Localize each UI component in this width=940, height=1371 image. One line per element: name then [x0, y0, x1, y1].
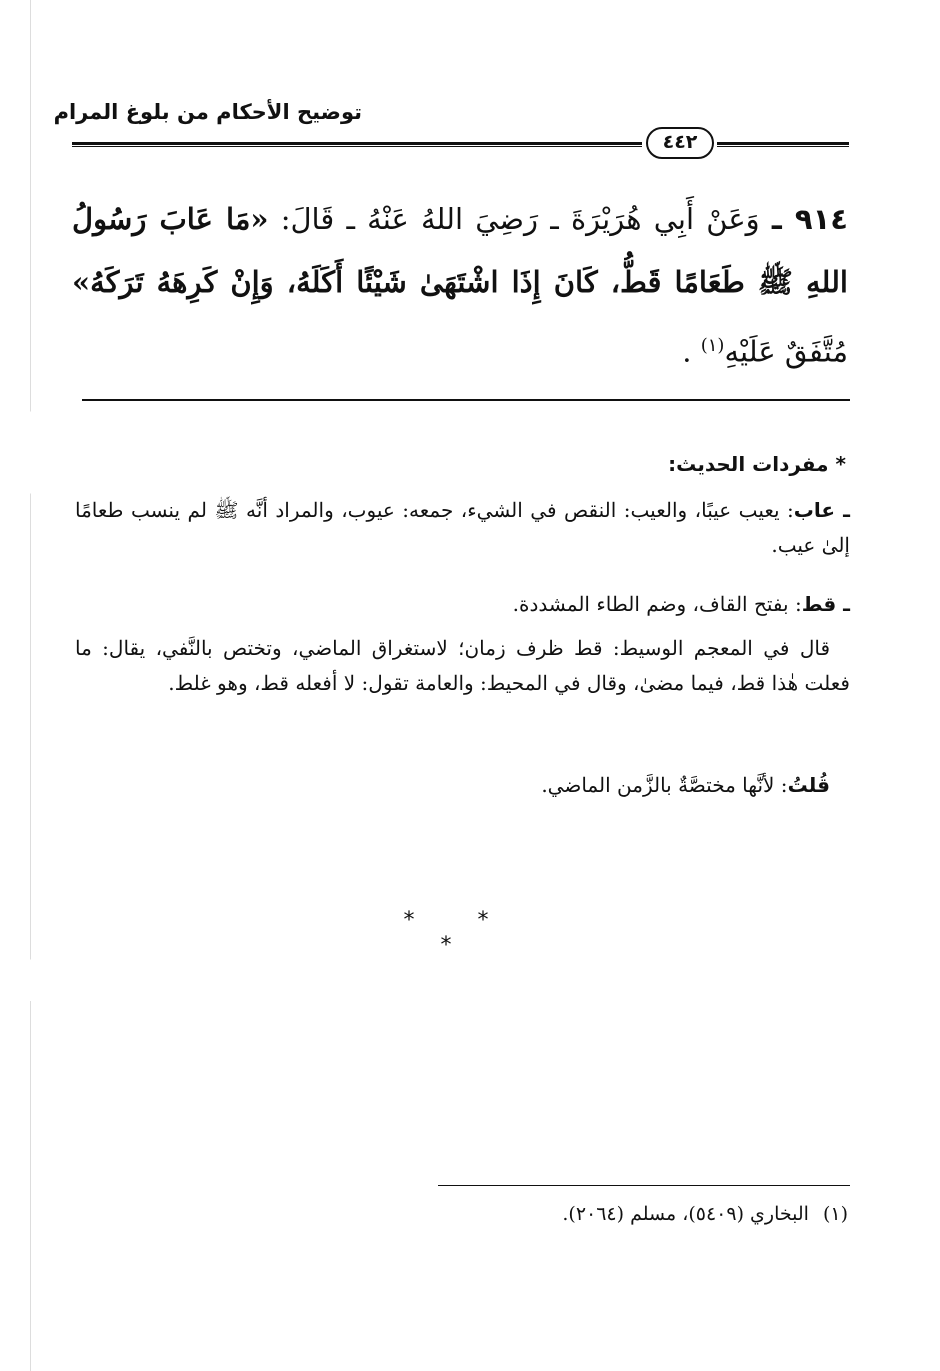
footnote-reference: (١): [700, 335, 725, 356]
hadith-grading: مُتَّفَقٌ عَلَيْهِ: [724, 334, 848, 369]
vocabulary-entry-aab: [75, 493, 850, 563]
hadith-quote: «مَا عَابَ رَسُولُ اللهِ ﷺ طَعَامًا قَطُّ، كَانَ إِذَا اشْتَهَىٰ شَيْئًا أَكَلَهُ، وَإِنْ كَرِهَهُ تَرَكَهُ»: [72, 202, 848, 299]
header-rule-right: [717, 142, 849, 147]
entry-term: ـ قط: [801, 592, 850, 616]
hadith-narrator: وَعَنْ أَبِي هُرَيْرَةَ ـ رَضِيَ اللهُ عَنْهُ ـ قَالَ:: [268, 202, 772, 236]
entry-definition: : بفتح القاف، وضم الطاء المشددة.: [512, 592, 802, 616]
remark-term: قُلتُ: [787, 773, 830, 797]
hadith-end: .: [682, 334, 701, 369]
page-number-badge: ٤٤٢: [646, 127, 714, 159]
scan-edge-line: [30, 0, 31, 1371]
section-separator-stars: * * *: [403, 908, 517, 958]
hadith-text: [72, 188, 848, 384]
paragraph-text: قال في المعجم الوسيط: قط ظرف زمان؛ لاستغراق الماضي، وتختص بالنَّفي، يقال: ما فعلت هٰذا قط، فيما مضىٰ، وقال في المحيط: والعامة تقول: لا أفعله قط، وهو غلط.: [75, 636, 850, 695]
section-divider: [82, 399, 850, 401]
hadith-number: ٩١٤ ـ: [771, 202, 848, 236]
running-title: توضيح الأحكام من بلوغ المرام: [53, 100, 362, 124]
vocabulary-heading: * مفردات الحديث:: [668, 452, 846, 476]
remark-text: : لأنَّها مختصَّةٌ بالزَّمن الماضي.: [541, 773, 788, 797]
footnote-rule: [438, 1185, 850, 1186]
footnote-marker: (١): [822, 1203, 848, 1225]
footnote-text: البخاري (٥٤٠٩)، مسلم (٢٠٦٤).: [562, 1203, 809, 1225]
explanation-paragraph: [75, 631, 850, 701]
entry-term: ـ عاب: [793, 498, 850, 522]
entry-definition: : يعيب عيبًا، والعيب: النقص في الشيء، جمعه: عيوب، والمراد أنَّه ﷺ لم ينسب طعامًا إلىٰ عيب.: [75, 498, 850, 557]
header-rule-left: [72, 142, 642, 147]
footnote: [562, 1203, 848, 1225]
closing-remark: [55, 768, 830, 803]
vocabulary-entry-qat: [75, 587, 850, 622]
